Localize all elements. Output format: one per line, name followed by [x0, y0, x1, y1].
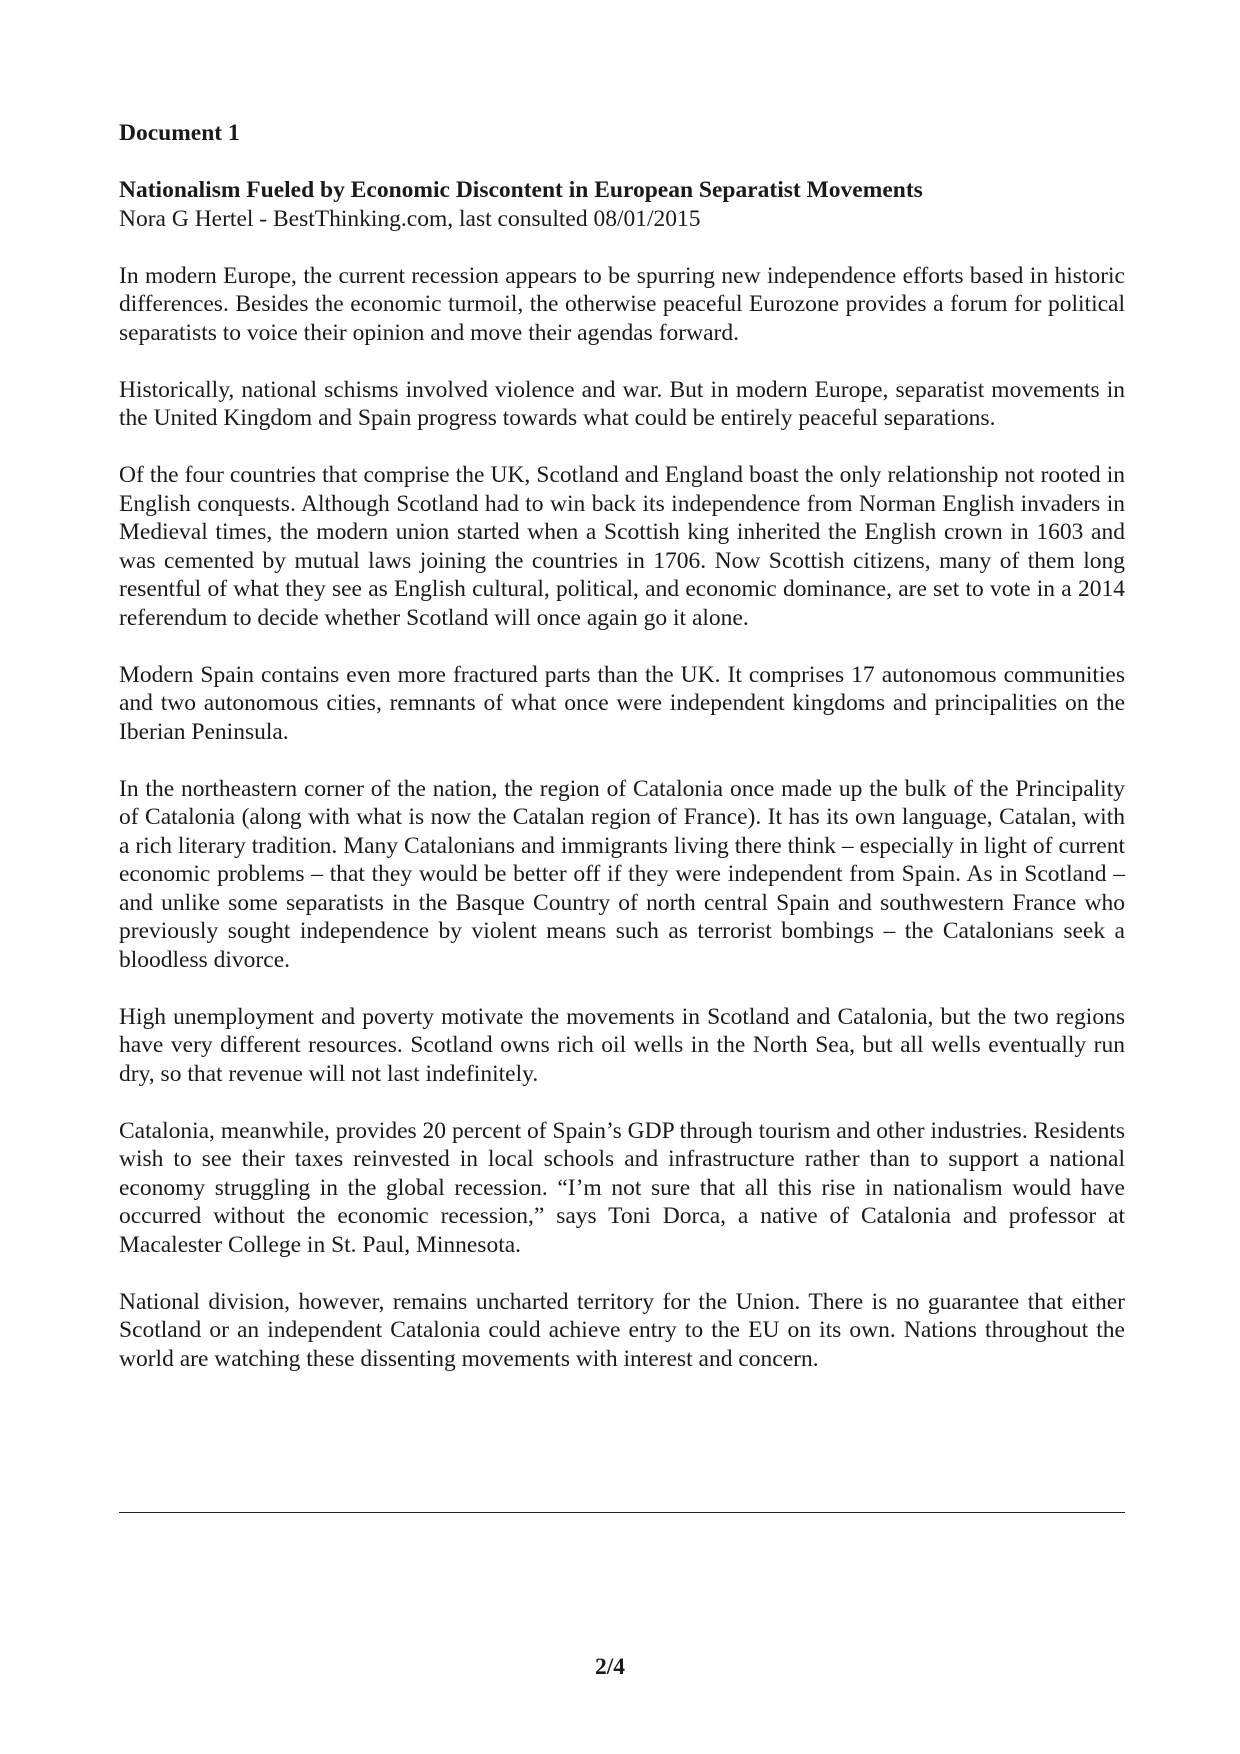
paragraph: Catalonia, meanwhile, provides 20 percent of Spain’s GDP through tourism and other industries. Residents wish to see their taxes reinvested in local schools and infrastructure rather than to support a national economy struggling in the global recession. “I’m not sure that all this rise in nationalism would have occurred without the economic recession,” says Toni Dorca, a native of Catalonia and professor at Macalester College in St. Paul, Minnesota.	[119, 1117, 1125, 1258]
paragraph: Modern Spain contains even more fractured parts than the UK. It comprises 17 autonomous communities and two autonomous cities, remnants of what once were independent kingdoms and principalities on the Iberian Peninsula.	[119, 661, 1125, 745]
paragraph: National division, however, remains uncharted territory for the Union. There is no guarantee that either Scotland or an independent Catalonia could achieve entry to the EU on its own. Nations throughout the world are watching these dissenting movements with interest and concern.	[119, 1288, 1125, 1372]
paragraph: In modern Europe, the current recession appears to be spurring new independence efforts based in historic differences. Besides the economic turmoil, the otherwise peaceful Eurozone provides a forum for political separatists to voice their opinion and move their agendas forward.	[119, 262, 1125, 346]
paragraph: In the northeastern corner of the nation, the region of Catalonia once made up the bulk of the Principality of Catalonia (along with what is now the Catalan region of France). It has its own language, Catalan, with a rich literary tradition. Many Catalonians and immigrants living there think – especially in light of current economic problems – that they would be better off if they were independent from Spain. As in Scotland – and unlike some separatists in the Basque Country of north central Spain and southwestern France who previously sought independence by violent means such as terrorist bombings – the Catalonians seek a bloodless divorce.	[119, 775, 1125, 973]
article-source: Nora G Hertel - BestThinking.com, last consulted 08/01/2015	[119, 205, 701, 232]
paragraph: Historically, national schisms involved violence and war. But in modern Europe, separatist movements in the United Kingdom and Spain progress towards what could be entirely peaceful separations.	[119, 376, 1125, 431]
page-number: 2/4	[594, 1654, 626, 1680]
document-label: Document 1	[119, 120, 240, 146]
footer-divider	[119, 1512, 1125, 1513]
article-title: Nationalism Fueled by Economic Discontent in European Separatist Movements	[119, 177, 923, 203]
paragraph: High unemployment and poverty motivate the movements in Scotland and Catalonia, but the two regions have very different resources. Scotland owns rich oil wells in the North Sea, but all wells eventually run dry, so that revenue will not last indefinitely.	[119, 1003, 1125, 1087]
paragraph: Of the four countries that comprise the UK, Scotland and England boast the only relationship not rooted in English conquests. Although Scotland had to win back its independence from Norman English invaders in Medieval times, the modern union started when a Scottish king inherited the English crown in 1603 and was cemented by mutual laws joining the countries in 1706. Now Scottish citizens, many of them long resentful of what they see as English cultural, political, and economic dominance, are set to vote in a 2014 referendum to decide whether Scotland will once again go it alone.	[119, 462, 1125, 631]
spacer	[119, 233, 1125, 262]
spacer	[119, 148, 1125, 177]
document-body	[119, 119, 1125, 1402]
